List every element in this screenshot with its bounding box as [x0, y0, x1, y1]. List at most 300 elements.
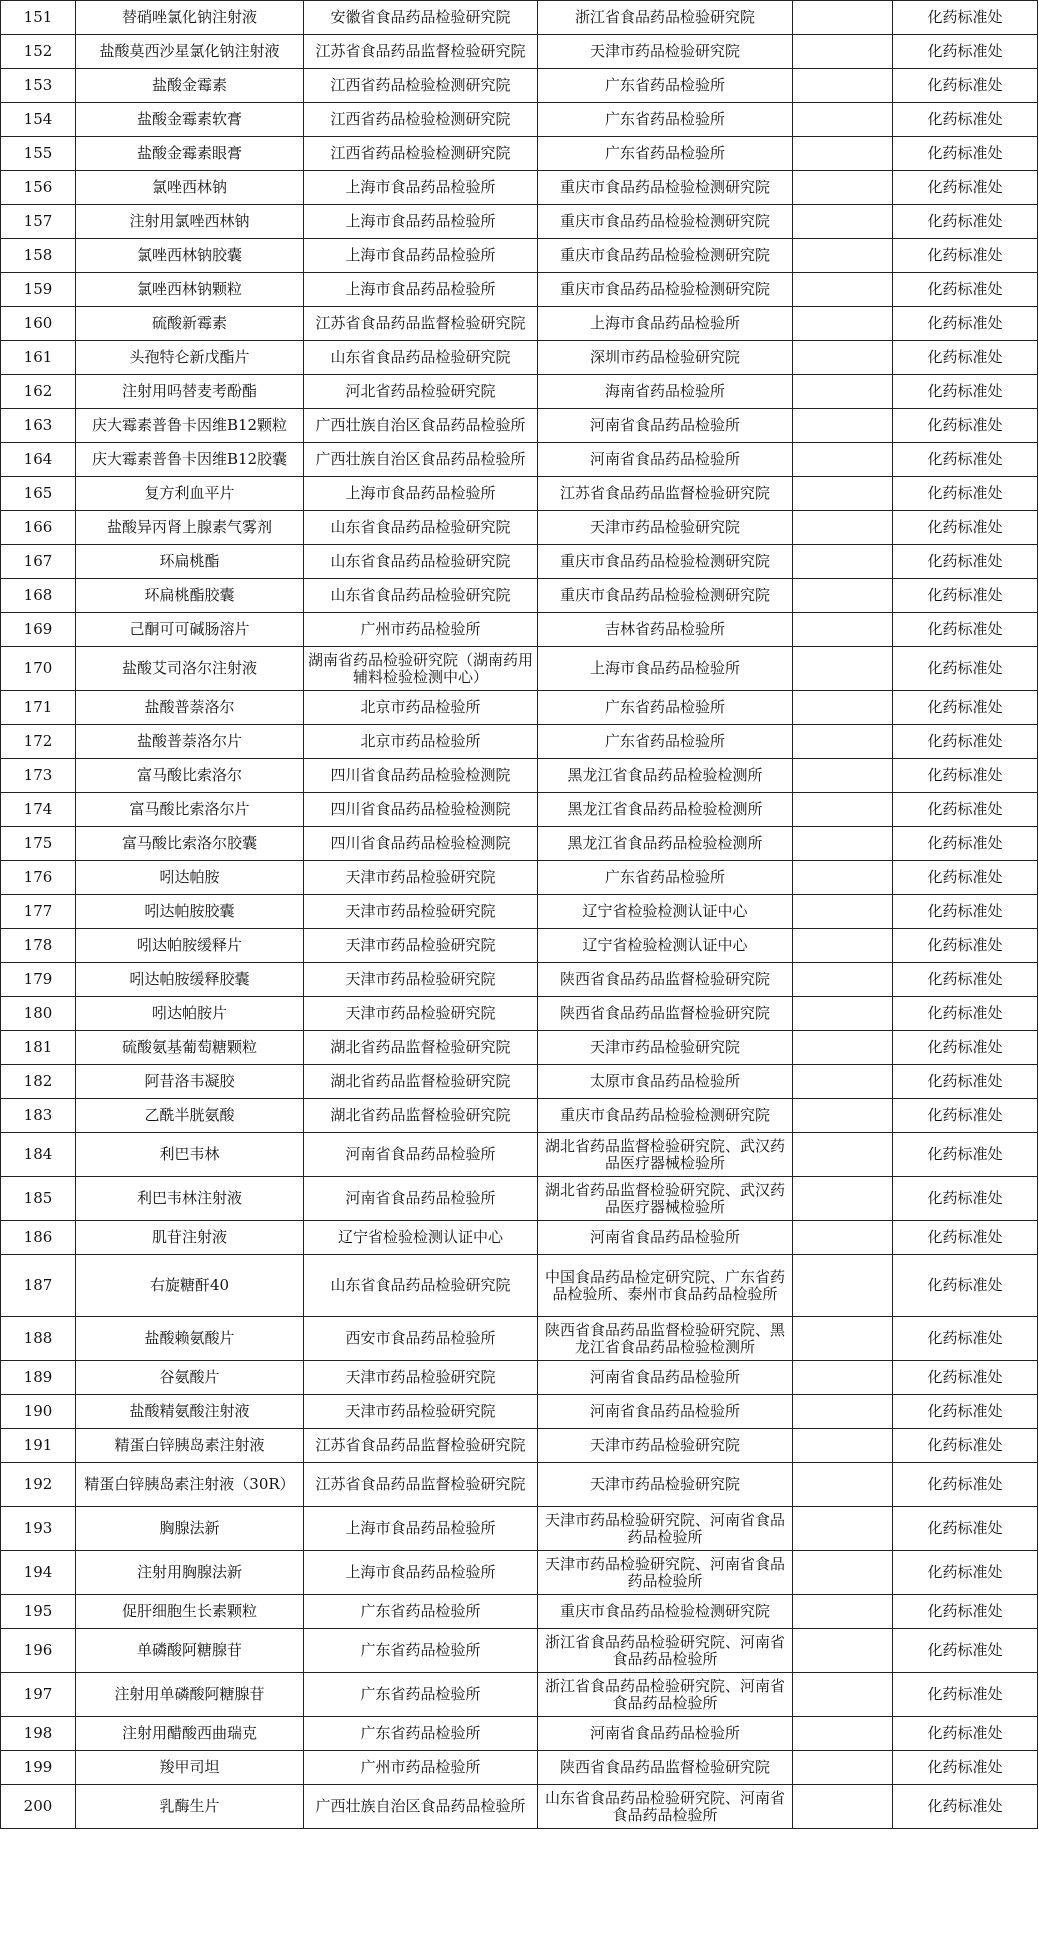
table-row — [1, 1595, 1038, 1629]
remark-cell — [793, 963, 893, 997]
remark-cell — [793, 511, 893, 545]
drug-name-cell: 己酮可可碱肠溶片 — [76, 613, 304, 647]
remark-cell — [793, 239, 893, 273]
drug-name-cell: 盐酸普萘洛尔片 — [76, 725, 304, 759]
drafting-unit-cell: 江苏省食品药品监督检验研究院 — [304, 1429, 538, 1463]
review-unit-cell: 广东省药品检验所 — [538, 861, 793, 895]
department-cell: 化药标准处 — [893, 545, 1038, 579]
drug-name-cell: 谷氨酸片 — [76, 1361, 304, 1395]
department-cell: 化药标准处 — [893, 613, 1038, 647]
drug-name-cell: 盐酸金霉素 — [76, 69, 304, 103]
department-cell: 化药标准处 — [893, 1751, 1038, 1785]
department-cell: 化药标准处 — [893, 137, 1038, 171]
department-cell: 化药标准处 — [893, 511, 1038, 545]
department-cell: 化药标准处 — [893, 1395, 1038, 1429]
drug-name-cell: 注射用单磷酸阿糖腺苷 — [76, 1673, 304, 1717]
department-cell: 化药标准处 — [893, 1629, 1038, 1673]
remark-cell — [793, 1065, 893, 1099]
row-number-cell: 192 — [1, 1463, 76, 1507]
remark-cell — [793, 1463, 893, 1507]
drafting-unit-cell: 广东省药品检验所 — [304, 1717, 538, 1751]
remark-cell — [793, 827, 893, 861]
drug-name-cell: 庆大霉素普鲁卡因维B12颗粒 — [76, 409, 304, 443]
remark-cell — [793, 307, 893, 341]
remark-cell — [793, 1429, 893, 1463]
drafting-unit-cell: 北京市药品检验所 — [304, 691, 538, 725]
department-cell: 化药标准处 — [893, 647, 1038, 691]
review-unit-cell: 中国食品药品检定研究院、广东省药品检验所、泰州市食品药品检验所 — [538, 1255, 793, 1317]
remark-cell — [793, 375, 893, 409]
department-cell: 化药标准处 — [893, 895, 1038, 929]
remark-cell — [793, 1255, 893, 1317]
department-cell: 化药标准处 — [893, 929, 1038, 963]
drafting-unit-cell: 上海市食品药品检验所 — [304, 239, 538, 273]
drug-name-cell: 单磷酸阿糖腺苷 — [76, 1629, 304, 1673]
table-row — [1, 409, 1038, 443]
table-row — [1, 1133, 1038, 1177]
remark-cell — [793, 137, 893, 171]
table-row — [1, 759, 1038, 793]
drug-name-cell: 庆大霉素普鲁卡因维B12胶囊 — [76, 443, 304, 477]
drug-name-cell: 盐酸精氨酸注射液 — [76, 1395, 304, 1429]
row-number-cell: 190 — [1, 1395, 76, 1429]
department-cell: 化药标准处 — [893, 1595, 1038, 1629]
remark-cell — [793, 759, 893, 793]
remark-cell — [793, 1221, 893, 1255]
drug-name-cell: 盐酸普萘洛尔 — [76, 691, 304, 725]
department-cell: 化药标准处 — [893, 375, 1038, 409]
review-unit-cell: 上海市食品药品检验所 — [538, 307, 793, 341]
review-unit-cell: 山东省食品药品检验研究院、河南省食品药品检验所 — [538, 1785, 793, 1829]
remark-cell — [793, 861, 893, 895]
drug-name-cell: 盐酸异丙肾上腺素气雾剂 — [76, 511, 304, 545]
review-unit-cell: 广东省药品检验所 — [538, 69, 793, 103]
row-number-cell: 159 — [1, 273, 76, 307]
department-cell: 化药标准处 — [893, 443, 1038, 477]
drafting-unit-cell: 江西省药品检验检测研究院 — [304, 69, 538, 103]
review-unit-cell: 重庆市食品药品检验检测研究院 — [538, 1099, 793, 1133]
row-number-cell: 164 — [1, 443, 76, 477]
table-row — [1, 1751, 1038, 1785]
drafting-unit-cell: 广西壮族自治区食品药品检验所 — [304, 1785, 538, 1829]
table-row — [1, 691, 1038, 725]
drug-name-cell: 盐酸金霉素软膏 — [76, 103, 304, 137]
remark-cell — [793, 1361, 893, 1395]
remark-cell — [793, 273, 893, 307]
remark-cell — [793, 1507, 893, 1551]
drug-name-cell: 精蛋白锌胰岛素注射液 — [76, 1429, 304, 1463]
remark-cell — [793, 1031, 893, 1065]
drug-name-cell: 氯唑西林钠 — [76, 171, 304, 205]
table-row — [1, 1099, 1038, 1133]
remark-cell — [793, 1133, 893, 1177]
department-cell: 化药标准处 — [893, 963, 1038, 997]
drafting-unit-cell: 天津市药品检验研究院 — [304, 1395, 538, 1429]
department-cell: 化药标准处 — [893, 1031, 1038, 1065]
table-row — [1, 239, 1038, 273]
row-number-cell: 169 — [1, 613, 76, 647]
row-number-cell: 163 — [1, 409, 76, 443]
row-number-cell: 158 — [1, 239, 76, 273]
department-cell: 化药标准处 — [893, 1429, 1038, 1463]
department-cell: 化药标准处 — [893, 307, 1038, 341]
drug-name-cell: 羧甲司坦 — [76, 1751, 304, 1785]
table-row — [1, 375, 1038, 409]
department-cell: 化药标准处 — [893, 793, 1038, 827]
review-unit-cell: 湖北省药品监督检验研究院、武汉药品医疗器械检验所 — [538, 1177, 793, 1221]
table-row — [1, 1785, 1038, 1829]
department-cell: 化药标准处 — [893, 759, 1038, 793]
department-cell: 化药标准处 — [893, 1507, 1038, 1551]
review-unit-cell: 陕西省食品药品监督检验研究院 — [538, 1751, 793, 1785]
table-row — [1, 137, 1038, 171]
row-number-cell: 193 — [1, 1507, 76, 1551]
table-row — [1, 545, 1038, 579]
drug-name-cell: 利巴韦林注射液 — [76, 1177, 304, 1221]
drafting-unit-cell: 山东省食品药品检验研究院 — [304, 1255, 538, 1317]
review-unit-cell: 江苏省食品药品监督检验研究院 — [538, 477, 793, 511]
table-row — [1, 171, 1038, 205]
review-unit-cell: 广东省药品检验所 — [538, 725, 793, 759]
table-row — [1, 929, 1038, 963]
drafting-unit-cell: 广州市药品检验所 — [304, 613, 538, 647]
table-row — [1, 1317, 1038, 1361]
department-cell: 化药标准处 — [893, 1717, 1038, 1751]
row-number-cell: 175 — [1, 827, 76, 861]
remark-cell — [793, 613, 893, 647]
row-number-cell: 173 — [1, 759, 76, 793]
review-unit-cell: 广东省药品检验所 — [538, 137, 793, 171]
department-cell: 化药标准处 — [893, 1255, 1038, 1317]
drafting-unit-cell: 江西省药品检验检测研究院 — [304, 103, 538, 137]
remark-cell — [793, 1317, 893, 1361]
review-unit-cell: 广东省药品检验所 — [538, 103, 793, 137]
review-unit-cell: 天津市药品检验研究院 — [538, 35, 793, 69]
department-cell: 化药标准处 — [893, 1221, 1038, 1255]
department-cell: 化药标准处 — [893, 69, 1038, 103]
remark-cell — [793, 545, 893, 579]
drafting-unit-cell: 山东省食品药品检验研究院 — [304, 545, 538, 579]
table-row — [1, 1551, 1038, 1595]
drug-name-cell: 复方利血平片 — [76, 477, 304, 511]
department-cell: 化药标准处 — [893, 477, 1038, 511]
remark-cell — [793, 103, 893, 137]
row-number-cell: 155 — [1, 137, 76, 171]
department-cell: 化药标准处 — [893, 35, 1038, 69]
table-row — [1, 793, 1038, 827]
remark-cell — [793, 477, 893, 511]
department-cell: 化药标准处 — [893, 997, 1038, 1031]
table-row — [1, 895, 1038, 929]
table-row — [1, 1395, 1038, 1429]
drafting-unit-cell: 山东省食品药品检验研究院 — [304, 579, 538, 613]
row-number-cell: 200 — [1, 1785, 76, 1829]
drug-name-cell: 肌苷注射液 — [76, 1221, 304, 1255]
row-number-cell: 182 — [1, 1065, 76, 1099]
row-number-cell: 151 — [1, 1, 76, 35]
row-number-cell: 167 — [1, 545, 76, 579]
department-cell: 化药标准处 — [893, 1177, 1038, 1221]
row-number-cell: 157 — [1, 205, 76, 239]
review-unit-cell: 陕西省食品药品监督检验研究院、黑龙江省食品药品检验检测所 — [538, 1317, 793, 1361]
table-row — [1, 827, 1038, 861]
remark-cell — [793, 895, 893, 929]
remark-cell — [793, 929, 893, 963]
table-row — [1, 997, 1038, 1031]
row-number-cell: 189 — [1, 1361, 76, 1395]
drafting-unit-cell: 广东省药品检验所 — [304, 1673, 538, 1717]
department-cell: 化药标准处 — [893, 1133, 1038, 1177]
drug-name-cell: 精蛋白锌胰岛素注射液（30R） — [76, 1463, 304, 1507]
row-number-cell: 194 — [1, 1551, 76, 1595]
department-cell: 化药标准处 — [893, 691, 1038, 725]
drafting-unit-cell: 天津市药品检验研究院 — [304, 895, 538, 929]
department-cell: 化药标准处 — [893, 1463, 1038, 1507]
review-unit-cell: 天津市药品检验研究院 — [538, 1031, 793, 1065]
table-row — [1, 1065, 1038, 1099]
row-number-cell: 199 — [1, 1751, 76, 1785]
table-body — [1, 1, 1038, 1829]
drafting-unit-cell: 河南省食品药品检验所 — [304, 1177, 538, 1221]
review-unit-cell: 海南省药品检验所 — [538, 375, 793, 409]
department-cell: 化药标准处 — [893, 827, 1038, 861]
review-unit-cell: 上海市食品药品检验所 — [538, 647, 793, 691]
drug-name-cell: 利巴韦林 — [76, 1133, 304, 1177]
review-unit-cell: 黑龙江省食品药品检验检测所 — [538, 793, 793, 827]
row-number-cell: 174 — [1, 793, 76, 827]
drafting-unit-cell: 上海市食品药品检验所 — [304, 1551, 538, 1595]
remark-cell — [793, 793, 893, 827]
drafting-unit-cell: 北京市药品检验所 — [304, 725, 538, 759]
drug-name-cell: 促肝细胞生长素颗粒 — [76, 1595, 304, 1629]
table-row — [1, 1, 1038, 35]
department-cell: 化药标准处 — [893, 341, 1038, 375]
drug-name-cell: 头孢特仑新戊酯片 — [76, 341, 304, 375]
row-number-cell: 179 — [1, 963, 76, 997]
review-unit-cell: 河南省食品药品检验所 — [538, 1361, 793, 1395]
review-unit-cell: 重庆市食品药品检验检测研究院 — [538, 1595, 793, 1629]
drafting-unit-cell: 天津市药品检验研究院 — [304, 997, 538, 1031]
row-number-cell: 154 — [1, 103, 76, 137]
drafting-unit-cell: 湖南省药品检验研究院（湖南药用辅料检验检测中心） — [304, 647, 538, 691]
drug-name-cell: 注射用醋酸西曲瑞克 — [76, 1717, 304, 1751]
table-row — [1, 963, 1038, 997]
row-number-cell: 161 — [1, 341, 76, 375]
table-row — [1, 579, 1038, 613]
table-row — [1, 1629, 1038, 1673]
drug-name-cell: 替硝唑氯化钠注射液 — [76, 1, 304, 35]
department-cell: 化药标准处 — [893, 1673, 1038, 1717]
drug-name-cell: 乙酰半胱氨酸 — [76, 1099, 304, 1133]
review-unit-cell: 河南省食品药品检验所 — [538, 1717, 793, 1751]
drafting-unit-cell: 上海市食品药品检验所 — [304, 477, 538, 511]
remark-cell — [793, 1099, 893, 1133]
drug-name-cell: 环扁桃酯胶囊 — [76, 579, 304, 613]
table-row — [1, 103, 1038, 137]
review-unit-cell: 河南省食品药品检验所 — [538, 1221, 793, 1255]
department-cell: 化药标准处 — [893, 1065, 1038, 1099]
row-number-cell: 152 — [1, 35, 76, 69]
department-cell: 化药标准处 — [893, 1551, 1038, 1595]
department-cell: 化药标准处 — [893, 861, 1038, 895]
drafting-unit-cell: 上海市食品药品检验所 — [304, 171, 538, 205]
drafting-unit-cell: 广州市药品检验所 — [304, 1751, 538, 1785]
table-row — [1, 1255, 1038, 1317]
remark-cell — [793, 1551, 893, 1595]
drafting-unit-cell: 湖北省药品监督检验研究院 — [304, 1031, 538, 1065]
drafting-unit-cell: 天津市药品检验研究院 — [304, 963, 538, 997]
review-unit-cell: 浙江省食品药品检验研究院 — [538, 1, 793, 35]
remark-cell — [793, 691, 893, 725]
drug-name-cell: 盐酸莫西沙星氯化钠注射液 — [76, 35, 304, 69]
row-number-cell: 171 — [1, 691, 76, 725]
department-cell: 化药标准处 — [893, 1785, 1038, 1829]
drug-name-cell: 盐酸赖氨酸片 — [76, 1317, 304, 1361]
review-unit-cell: 辽宁省检验检测认证中心 — [538, 929, 793, 963]
drug-name-cell: 硫酸新霉素 — [76, 307, 304, 341]
row-number-cell: 160 — [1, 307, 76, 341]
drafting-unit-cell: 天津市药品检验研究院 — [304, 861, 538, 895]
remark-cell — [793, 1673, 893, 1717]
table-row — [1, 861, 1038, 895]
remark-cell — [793, 1395, 893, 1429]
row-number-cell: 188 — [1, 1317, 76, 1361]
row-number-cell: 196 — [1, 1629, 76, 1673]
row-number-cell: 177 — [1, 895, 76, 929]
table-row — [1, 725, 1038, 759]
drafting-unit-cell: 安徽省食品药品检验研究院 — [304, 1, 538, 35]
drug-name-cell: 注射用胸腺法新 — [76, 1551, 304, 1595]
row-number-cell: 156 — [1, 171, 76, 205]
row-number-cell: 185 — [1, 1177, 76, 1221]
row-number-cell: 180 — [1, 997, 76, 1031]
table-row — [1, 477, 1038, 511]
remark-cell — [793, 647, 893, 691]
drafting-unit-cell: 山东省食品药品检验研究院 — [304, 341, 538, 375]
drug-name-cell: 盐酸艾司洛尔注射液 — [76, 647, 304, 691]
table-row — [1, 69, 1038, 103]
table-row — [1, 1673, 1038, 1717]
review-unit-cell: 天津市药品检验研究院、河南省食品药品检验所 — [538, 1551, 793, 1595]
review-unit-cell: 河南省食品药品检验所 — [538, 443, 793, 477]
department-cell: 化药标准处 — [893, 725, 1038, 759]
review-unit-cell: 黑龙江省食品药品检验检测所 — [538, 827, 793, 861]
review-unit-cell: 重庆市食品药品检验检测研究院 — [538, 579, 793, 613]
row-number-cell: 191 — [1, 1429, 76, 1463]
row-number-cell: 165 — [1, 477, 76, 511]
department-cell: 化药标准处 — [893, 103, 1038, 137]
drug-name-cell: 注射用吗替麦考酚酯 — [76, 375, 304, 409]
review-unit-cell: 浙江省食品药品检验研究院、河南省食品药品检验所 — [538, 1673, 793, 1717]
table-row — [1, 1221, 1038, 1255]
row-number-cell: 184 — [1, 1133, 76, 1177]
drug-name-cell: 注射用氯唑西林钠 — [76, 205, 304, 239]
drafting-unit-cell: 河南省食品药品检验所 — [304, 1133, 538, 1177]
remark-cell — [793, 205, 893, 239]
drug-name-cell: 富马酸比索洛尔片 — [76, 793, 304, 827]
row-number-cell: 168 — [1, 579, 76, 613]
review-unit-cell: 天津市药品检验研究院、河南省食品药品检验所 — [538, 1507, 793, 1551]
table-row — [1, 1429, 1038, 1463]
review-unit-cell: 浙江省食品药品检验研究院、河南省食品药品检验所 — [538, 1629, 793, 1673]
review-unit-cell: 重庆市食品药品检验检测研究院 — [538, 273, 793, 307]
row-number-cell: 178 — [1, 929, 76, 963]
table-row — [1, 205, 1038, 239]
drafting-unit-cell: 四川省食品药品检验检测院 — [304, 827, 538, 861]
review-unit-cell: 河南省食品药品检验所 — [538, 409, 793, 443]
table-row — [1, 341, 1038, 375]
row-number-cell: 162 — [1, 375, 76, 409]
drug-name-cell: 富马酸比索洛尔 — [76, 759, 304, 793]
table-row — [1, 443, 1038, 477]
drug-name-cell: 吲达帕胺胶囊 — [76, 895, 304, 929]
drafting-unit-cell: 上海市食品药品检验所 — [304, 1507, 538, 1551]
drug-name-cell: 阿昔洛韦凝胶 — [76, 1065, 304, 1099]
remark-cell — [793, 725, 893, 759]
department-cell: 化药标准处 — [893, 1361, 1038, 1395]
review-unit-cell: 重庆市食品药品检验检测研究院 — [538, 545, 793, 579]
drafting-unit-cell: 四川省食品药品检验检测院 — [304, 759, 538, 793]
remark-cell — [793, 1, 893, 35]
drug-name-cell: 富马酸比索洛尔胶囊 — [76, 827, 304, 861]
review-unit-cell: 重庆市食品药品检验检测研究院 — [538, 239, 793, 273]
drug-name-cell: 盐酸金霉素眼膏 — [76, 137, 304, 171]
review-unit-cell: 重庆市食品药品检验检测研究院 — [538, 171, 793, 205]
review-unit-cell: 天津市药品检验研究院 — [538, 1463, 793, 1507]
drug-name-cell: 氯唑西林钠颗粒 — [76, 273, 304, 307]
row-number-cell: 183 — [1, 1099, 76, 1133]
remark-cell — [793, 997, 893, 1031]
row-number-cell: 176 — [1, 861, 76, 895]
remark-cell — [793, 409, 893, 443]
review-unit-cell: 黑龙江省食品药品检验检测所 — [538, 759, 793, 793]
table-row — [1, 35, 1038, 69]
table-row — [1, 1177, 1038, 1221]
drug-name-cell: 胸腺法新 — [76, 1507, 304, 1551]
remark-cell — [793, 579, 893, 613]
review-unit-cell: 深圳市药品检验研究院 — [538, 341, 793, 375]
drug-name-cell: 乳酶生片 — [76, 1785, 304, 1829]
review-unit-cell: 广东省药品检验所 — [538, 691, 793, 725]
remark-cell — [793, 443, 893, 477]
drafting-unit-cell: 广西壮族自治区食品药品检验所 — [304, 409, 538, 443]
remark-cell — [793, 35, 893, 69]
department-cell: 化药标准处 — [893, 171, 1038, 205]
drafting-unit-cell: 四川省食品药品检验检测院 — [304, 793, 538, 827]
table-row — [1, 307, 1038, 341]
remark-cell — [793, 1595, 893, 1629]
department-cell: 化药标准处 — [893, 273, 1038, 307]
remark-cell — [793, 341, 893, 375]
row-number-cell: 187 — [1, 1255, 76, 1317]
row-number-cell: 172 — [1, 725, 76, 759]
review-unit-cell: 陕西省食品药品监督检验研究院 — [538, 963, 793, 997]
row-number-cell: 181 — [1, 1031, 76, 1065]
row-number-cell: 195 — [1, 1595, 76, 1629]
review-unit-cell: 河南省食品药品检验所 — [538, 1395, 793, 1429]
table-row — [1, 647, 1038, 691]
review-unit-cell: 太原市食品药品检验所 — [538, 1065, 793, 1099]
drug-name-cell: 环扁桃酯 — [76, 545, 304, 579]
row-number-cell: 166 — [1, 511, 76, 545]
drug-name-cell: 硫酸氨基葡萄糖颗粒 — [76, 1031, 304, 1065]
drafting-unit-cell: 河北省药品检验研究院 — [304, 375, 538, 409]
department-cell: 化药标准处 — [893, 409, 1038, 443]
drafting-unit-cell: 辽宁省检验检测认证中心 — [304, 1221, 538, 1255]
row-number-cell: 198 — [1, 1717, 76, 1751]
remark-cell — [793, 69, 893, 103]
remark-cell — [793, 171, 893, 205]
